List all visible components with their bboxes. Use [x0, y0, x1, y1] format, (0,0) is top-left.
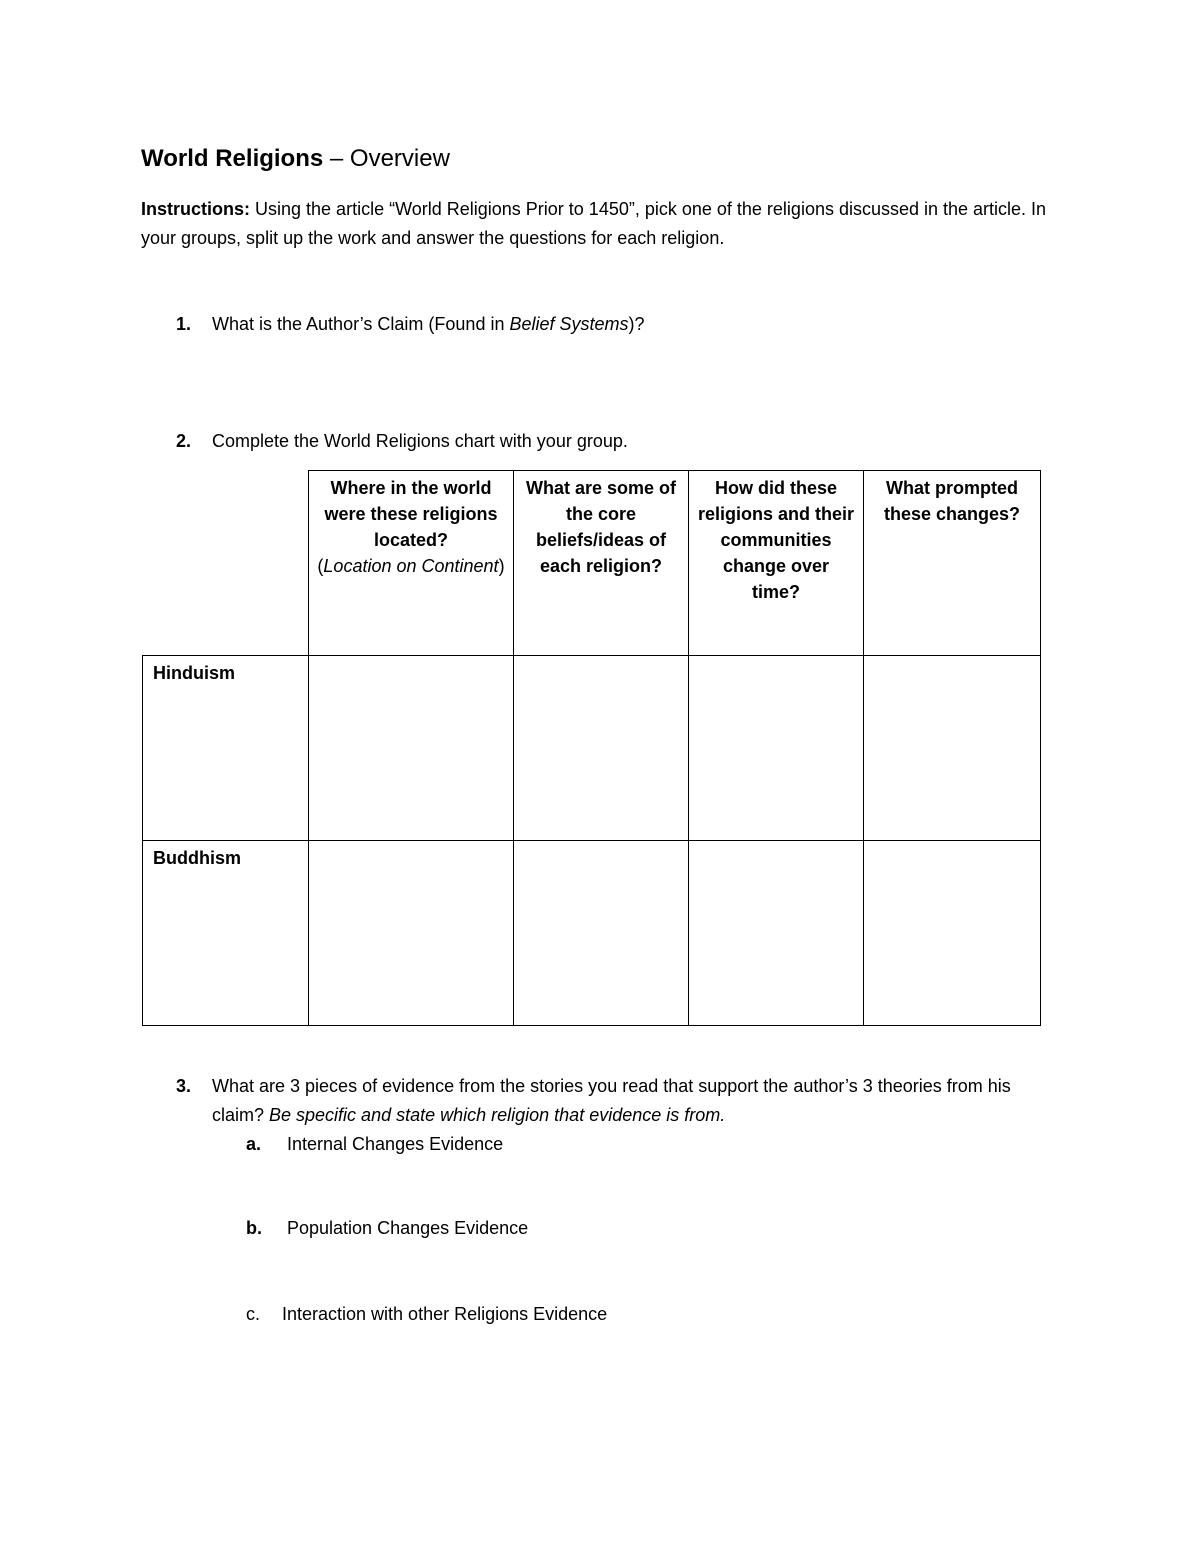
item-a-letter: a.	[246, 1134, 262, 1154]
title-bold: World Religions	[141, 145, 324, 172]
answer-cell[interactable]	[514, 841, 689, 1026]
page-title	[141, 143, 450, 175]
chart-header-location	[309, 471, 514, 656]
question-3-italic: Be specific and state which religion that evidence is from.	[269, 1105, 726, 1125]
chart-header-prompted	[864, 471, 1041, 656]
answer-cell[interactable]	[864, 841, 1041, 1026]
item-b-letter: b.	[246, 1218, 262, 1238]
answer-cell[interactable]	[514, 656, 689, 841]
header-prompted-text: What prompted these changes?	[883, 478, 1021, 524]
header-beliefs-text: What are some of the core beliefs/ideas of each religion?	[525, 478, 677, 576]
note-open: (	[317, 556, 324, 576]
question-3-number: 3.	[176, 1076, 192, 1096]
answer-cell[interactable]	[689, 656, 864, 841]
question-3-text	[212, 1072, 1052, 1130]
item-c-letter: c.	[246, 1304, 261, 1324]
chart-corner-cell	[143, 471, 309, 656]
question-2-number: 2.	[176, 431, 192, 451]
question-1-italic: Belief Systems	[509, 314, 629, 334]
header-location-note	[317, 553, 505, 579]
row-label-hinduism: Hinduism	[143, 656, 309, 841]
chart-header-beliefs	[514, 471, 689, 656]
title-rest: – Overview	[323, 145, 450, 172]
answer-cell[interactable]	[309, 656, 514, 841]
question-1-text-after: )?	[628, 314, 645, 334]
note-close: )	[498, 556, 505, 576]
answer-cell[interactable]	[689, 841, 864, 1026]
question-3-main: What are 3 pieces of evidence from the stories you read that support the author’s 3 theories from his claim?	[212, 1076, 1011, 1125]
question-1-text	[212, 310, 645, 339]
question-1-text-before: What is the Author’s Claim (Found in	[212, 314, 510, 334]
instructions-label: Instructions:	[141, 199, 251, 219]
row-label-buddhism: Buddhism	[143, 841, 309, 1026]
chart-header-changes	[689, 471, 864, 656]
table-row	[143, 841, 1041, 1026]
item-a-text: Internal Changes Evidence	[287, 1134, 504, 1154]
answer-cell[interactable]	[864, 656, 1041, 841]
world-religions-chart	[142, 470, 1041, 1026]
header-location-text: Where in the world were these religions located?	[324, 478, 498, 550]
table-row	[143, 656, 1041, 841]
item-b-text: Population Changes Evidence	[287, 1218, 529, 1238]
instructions-text: Using the article “World Religions Prior to 1450”, pick one of the religions discussed in the article. In your groups, split up the work and answer the questions for each religion.	[141, 199, 1047, 248]
item-c-text: Interaction with other Religions Evidence	[282, 1304, 608, 1324]
note-text: Location on Continent	[323, 556, 499, 576]
header-changes-text: How did these religions and their communities change over time?	[697, 478, 855, 602]
question-1-number: 1.	[176, 314, 192, 334]
instructions	[141, 195, 1061, 253]
chart-header-row	[143, 471, 1041, 656]
answer-cell[interactable]	[309, 841, 514, 1026]
question-2-text: Complete the World Religions chart with your group.	[212, 431, 628, 451]
